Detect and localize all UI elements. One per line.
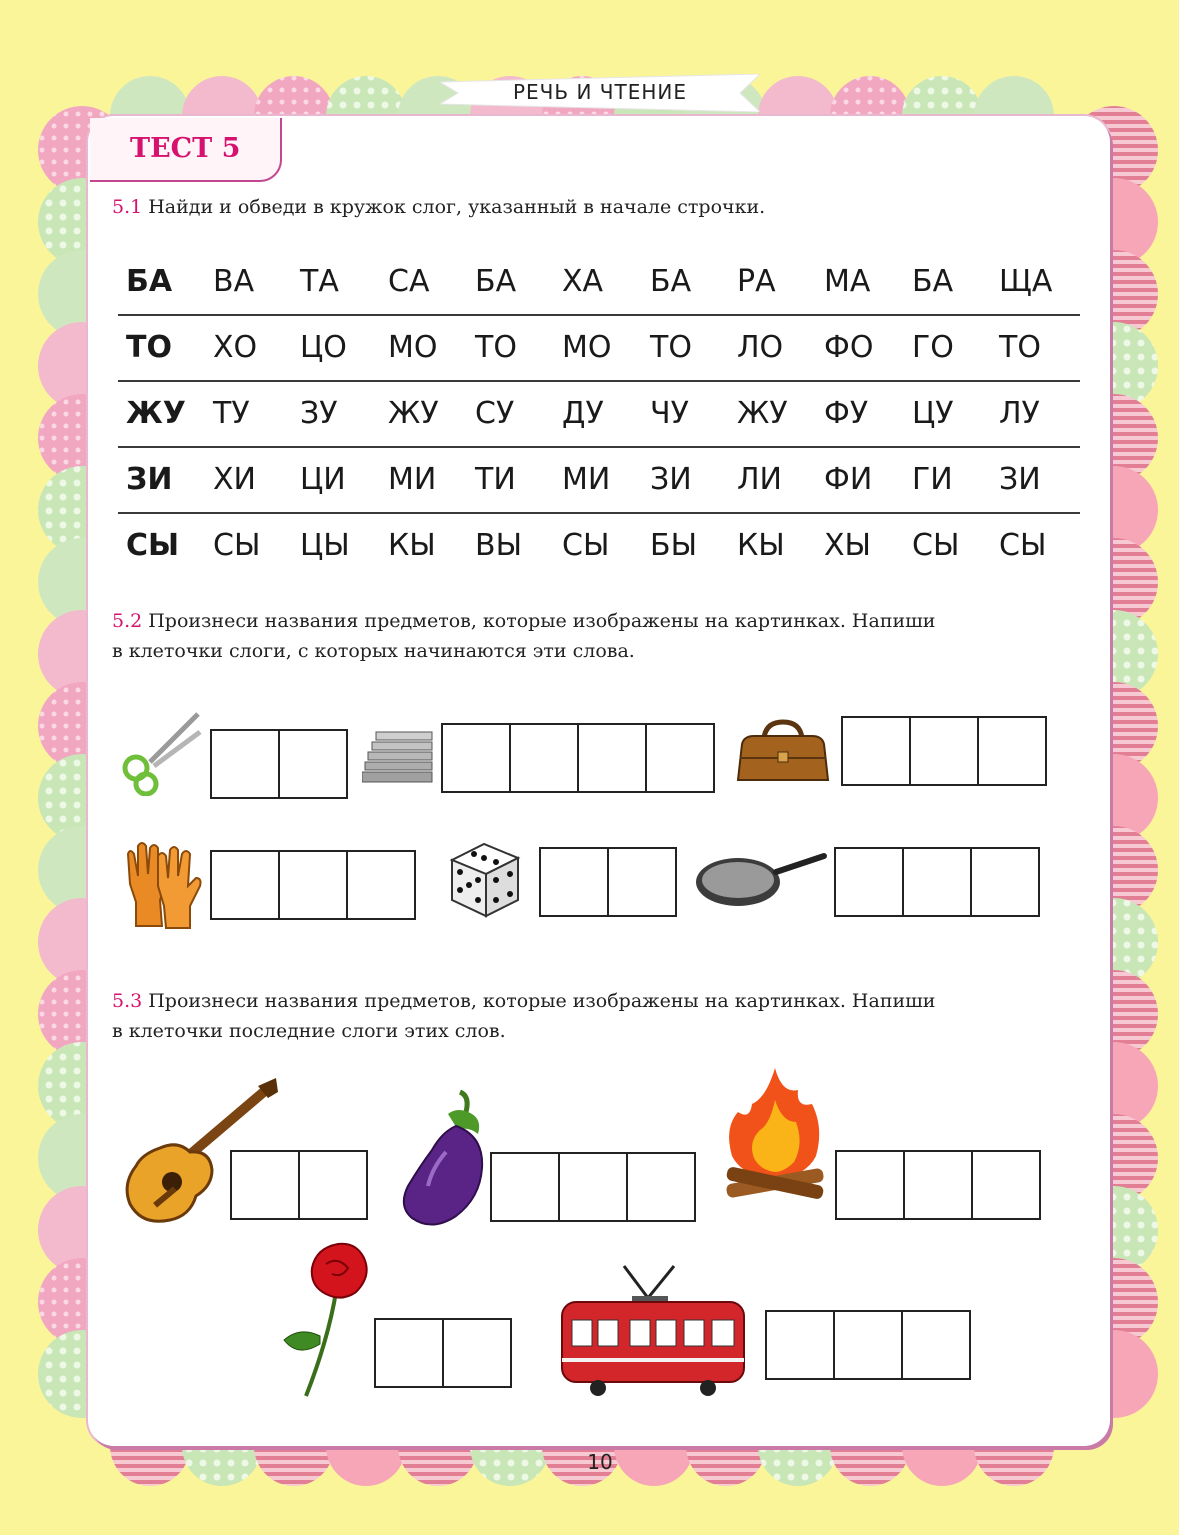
syllable[interactable]: ТИ xyxy=(475,462,516,497)
target-syllable: БА xyxy=(126,264,173,299)
answer-cells xyxy=(230,1150,368,1220)
task-text-line1: Произнеси названия предметов, которые изображены на картинках. Напиши xyxy=(148,610,936,632)
syllable[interactable]: ТО xyxy=(999,330,1041,365)
syllable[interactable]: ЦЫ xyxy=(300,528,350,563)
task-5-3-instruction xyxy=(112,986,1102,1046)
answer-cell[interactable] xyxy=(374,1318,444,1388)
answer-cells xyxy=(539,847,677,917)
answer-cell[interactable] xyxy=(346,850,416,920)
task-text-line2: в клеточки последние слоги этих слов. xyxy=(112,1020,506,1042)
answer-cells xyxy=(835,1150,1041,1220)
target-syllable: ТО xyxy=(126,330,172,365)
syllable[interactable]: ТА xyxy=(300,264,339,299)
gloves-icon xyxy=(120,836,204,932)
syllable[interactable]: ФИ xyxy=(824,462,873,497)
syllable[interactable]: ДУ xyxy=(562,396,604,431)
syllable[interactable]: ЛО xyxy=(737,330,784,365)
bag-icon xyxy=(736,718,830,786)
answer-cells xyxy=(841,716,1047,786)
rose-icon xyxy=(276,1240,376,1402)
syllable[interactable]: ЦУ xyxy=(912,396,954,431)
task-5-2-instruction xyxy=(112,606,1102,666)
syllable[interactable]: ХЫ xyxy=(824,528,872,563)
syllable[interactable]: ХА xyxy=(562,264,604,299)
answer-cells xyxy=(210,729,348,799)
answer-cell[interactable] xyxy=(490,1152,560,1222)
syllable[interactable]: СЫ xyxy=(912,528,960,563)
syllable[interactable]: КЫ xyxy=(388,528,436,563)
answer-cell[interactable] xyxy=(841,716,911,786)
answer-cell[interactable] xyxy=(607,847,677,917)
syllable[interactable]: ТО xyxy=(650,330,692,365)
syllable[interactable]: ФУ xyxy=(824,396,869,431)
syllable[interactable]: МИ xyxy=(562,462,611,497)
syllable[interactable]: ГИ xyxy=(912,462,953,497)
answer-cell[interactable] xyxy=(835,1150,905,1220)
task-text: Найди и обведи в кружок слог, указанный в начале строчки. xyxy=(148,196,766,218)
syllable[interactable]: ЖУ xyxy=(388,396,439,431)
syllable[interactable]: МО xyxy=(562,330,612,365)
section-title: РЕЧЬ И ЧТЕНИЕ xyxy=(512,80,687,104)
target-syllable: ЖУ xyxy=(126,396,186,431)
syllable[interactable]: БА xyxy=(475,264,517,299)
syllable-row xyxy=(118,448,1080,514)
answer-cell[interactable] xyxy=(971,1150,1041,1220)
answer-cells xyxy=(765,1310,971,1380)
answer-cell[interactable] xyxy=(441,723,511,793)
syllable[interactable]: ТО xyxy=(475,330,517,365)
answer-cell[interactable] xyxy=(278,729,348,799)
syllable[interactable]: СЫ xyxy=(562,528,610,563)
page-number: 10 xyxy=(587,1450,613,1474)
answer-cell[interactable] xyxy=(977,716,1047,786)
syllable[interactable]: МА xyxy=(824,264,871,299)
scissors-icon xyxy=(116,710,202,796)
task-number: 5.1 xyxy=(112,196,143,218)
syllable[interactable]: ВА xyxy=(213,264,255,299)
task-5-1-instruction xyxy=(112,192,1102,222)
task-number: 5.2 xyxy=(112,610,143,632)
syllable[interactable]: БА xyxy=(912,264,954,299)
campfire-icon xyxy=(720,1064,830,1202)
dice-icon xyxy=(444,838,524,920)
syllable[interactable]: СЫ xyxy=(213,528,261,563)
answer-cell[interactable] xyxy=(834,847,904,917)
answer-cell[interactable] xyxy=(577,723,647,793)
syllable[interactable]: ВЫ xyxy=(475,528,523,563)
answer-cell[interactable] xyxy=(509,723,579,793)
answer-cells xyxy=(834,847,1040,917)
syllable[interactable]: БА xyxy=(650,264,692,299)
answer-cells xyxy=(490,1152,696,1222)
syllable[interactable]: СА xyxy=(388,264,430,299)
frying-pan-icon xyxy=(694,850,828,912)
eggplant-icon xyxy=(398,1086,490,1228)
answer-cell[interactable] xyxy=(210,729,280,799)
syllable-row xyxy=(118,316,1080,382)
tram-icon xyxy=(558,1262,748,1398)
syllable[interactable]: МО xyxy=(388,330,438,365)
syllable[interactable]: ЦО xyxy=(300,330,347,365)
syllable[interactable]: ЧУ xyxy=(650,396,689,431)
test-title: ТЕСТ 5 xyxy=(130,133,241,164)
syllable[interactable]: ЗУ xyxy=(300,396,338,431)
syllable[interactable]: ЗИ xyxy=(650,462,692,497)
syllable[interactable]: МИ xyxy=(388,462,437,497)
syllable[interactable]: ФО xyxy=(824,330,874,365)
task-text-line1: Произнеси названия предметов, которые изображены на картинках. Напиши xyxy=(148,990,936,1012)
syllable[interactable]: ХИ xyxy=(213,462,256,497)
answer-cell[interactable] xyxy=(558,1152,628,1222)
syllable[interactable]: ЩА xyxy=(999,264,1053,299)
stairs-icon xyxy=(362,728,434,788)
syllable[interactable]: ХО xyxy=(213,330,258,365)
answer-cell[interactable] xyxy=(970,847,1040,917)
syllable[interactable]: ЛИ xyxy=(737,462,782,497)
syllable-row xyxy=(118,514,1080,578)
answer-cell[interactable] xyxy=(903,1150,973,1220)
answer-cell[interactable] xyxy=(833,1310,903,1380)
syllable[interactable]: КЫ xyxy=(737,528,785,563)
answer-cell[interactable] xyxy=(626,1152,696,1222)
syllable[interactable]: ЗИ xyxy=(999,462,1041,497)
syllable[interactable]: СУ xyxy=(475,396,515,431)
syllable[interactable]: БЫ xyxy=(650,528,698,563)
answer-cell[interactable] xyxy=(278,850,348,920)
answer-cell[interactable] xyxy=(901,1310,971,1380)
answer-cell[interactable] xyxy=(645,723,715,793)
syllable-row xyxy=(118,250,1080,316)
answer-cell[interactable] xyxy=(539,847,609,917)
syllable[interactable]: ТУ xyxy=(213,396,250,431)
answer-cells xyxy=(210,850,416,920)
target-syllable: ЗИ xyxy=(126,462,173,497)
answer-cell[interactable] xyxy=(230,1150,300,1220)
answer-cell[interactable] xyxy=(765,1310,835,1380)
answer-cell[interactable] xyxy=(298,1150,368,1220)
answer-cell[interactable] xyxy=(210,850,280,920)
syllable-row xyxy=(118,382,1080,448)
syllable[interactable]: ЦИ xyxy=(300,462,346,497)
answer-cell[interactable] xyxy=(909,716,979,786)
task-number: 5.3 xyxy=(112,990,143,1012)
answer-cell[interactable] xyxy=(442,1318,512,1388)
task-text-line2: в клеточки слоги, с которых начинаются эти слова. xyxy=(112,640,635,662)
answer-cells xyxy=(441,723,715,793)
answer-cell[interactable] xyxy=(902,847,972,917)
syllable[interactable]: ГО xyxy=(912,330,954,365)
answer-cells xyxy=(374,1318,512,1388)
syllable-table xyxy=(118,250,1080,578)
syllable[interactable]: ЖУ xyxy=(737,396,788,431)
target-syllable: СЫ xyxy=(126,528,180,563)
syllable[interactable]: ЛУ xyxy=(999,396,1040,431)
syllable[interactable]: РА xyxy=(737,264,776,299)
syllable[interactable]: СЫ xyxy=(999,528,1047,563)
